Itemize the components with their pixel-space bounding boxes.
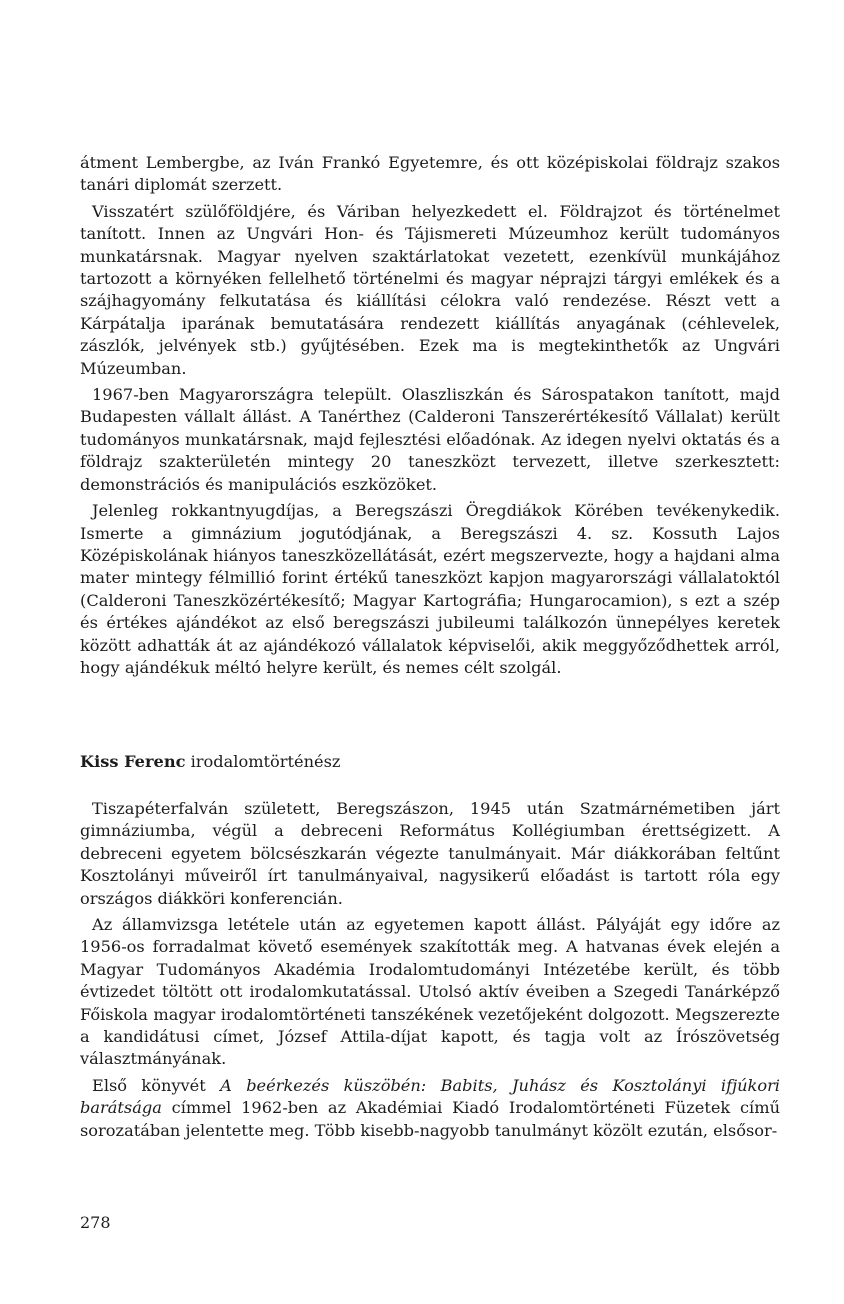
paragraph-first-book: Első könyvét A beérkezés küszöbén: Babits, Juhász és Kosztolányi ifjúkori barátsága címmel 1962-ben az Akadémiai Kiadó Irodalomtörténeti Füzetek című sorozatában jelentette meg. Több kisebb-nagyobb tanulmányt közölt ezután, elsősor- (80, 1075, 780, 1140)
section-kiss-ferenc (80, 798, 780, 1146)
section-bio-continued (80, 152, 780, 683)
paragraph: 1967-ben Magyarországra települt. Olaszliszkán és Sárospatakon tanított, majd Budapesten vállalt állást. A Tanérthez (Calderoni Tanszerértékesítő Vállalat) került tudományos munkatársnak, majd fejlesztési előadónak. Az idegen nyelvi oktatás és a földrajz szakterületén mintegy 20 taneszközt tervezett, illetve szerkesztett: demonstrációs és manipulációs eszközöket. (80, 385, 780, 494)
paragraph: Visszatért szülőföldjére, és Váriban helyezkedett el. Földrajzot és történelmet tanított. Innen az Ungvári Hon- és Tájismereti Múzeumhoz került tudományos munkatársnak. Magyar nyelven szaktárlatokat vezetett, ezenkívül munkájához tartozott a környéken fellelhető történelmi és magyar néprajzi tárgyi emlékek és a szájhagyomány felkutatása és kiállítási célokra való rendezése. Részt vett a Kárpátalja iparának bemutatására rendezett kiállítás anyagának (céhlevelek, zászlók, jelvények stb.) gyűjtésében. Ezek ma is megtekinthetők az Ungvári Múzeumban. (80, 201, 780, 378)
entry-name: Kiss Ferenc (80, 752, 186, 771)
paragraph: Jelenleg rokkantnyugdíjas, a Beregszászi Öregdiákok Körében tevékenykedik. Ismerte a gimnázium jogutódjának, a Beregszászi 4. sz. Kossuth Lajos Középiskolának hiányos taneszközellátását, ezért megszervezte, hogy a hajdani alma mater mintegy félmillió forint értékű taneszközt kapjon magyarországi vállalatoktól (Calderoni Taneszközértékesítő; Magyar Kartográfia; Hungarocamion), s ezt a szép és értékes ajándékot az első beregszászi jubileumi találkozón ünnepélyes keretek között adhatták át az ajándékozó vállalatok képviselői, akik meggyőződhettek arról, hogy ajándékuk méltó helyre került, és nemes célt szolgál. (80, 501, 780, 677)
page-number: 278 (80, 1213, 111, 1232)
entry-role: irodalomtörténész (185, 752, 341, 771)
entry-heading (80, 751, 340, 773)
paragraph: Az államvizsga letétele után az egyetemen kapott állást. Pályáját egy időre az 1956-os forradalmat követő események szakították meg. A hatvanas évek elején a Magyar Tudományos Akadémia Irodalomtudományi Intézetébe került, és több évtizedet töltött ott irodalomkutatással. Utolsó aktív éveiben a Szegedi Tanárképző Főiskola magyar irodalomtörténeti tanszékének vezetőjeként dolgozott. Megszerezte a kandidátusi címet, József Attila-díjat kapott, és tagja volt az Írószövetség választmányának. (80, 915, 780, 1069)
paragraph: Tiszapéterfalván született, Beregszászon, 1945 után Szatmárnémetiben járt gimnáziumba, végül a debreceni Református Kollégiumban érettségizett. A debreceni egyetem bölcsészkarán végezte tanulmányait. Már diákkorában feltűnt Kosztolányi műveiről írt tanulmányaival, nagysikerű előadást is tartott róla egy országos diákköri konferencián. (80, 799, 780, 908)
book-title: A beérkezés küszöbén: Babits, Juhász és Kosztolányi ifjúkori barátsága (80, 1075, 780, 1118)
paragraph: átment Lembergbe, az Iván Frankó Egyetemre, és ott középiskolai földrajz szakos tanári diplomát szerzett. (80, 153, 780, 195)
